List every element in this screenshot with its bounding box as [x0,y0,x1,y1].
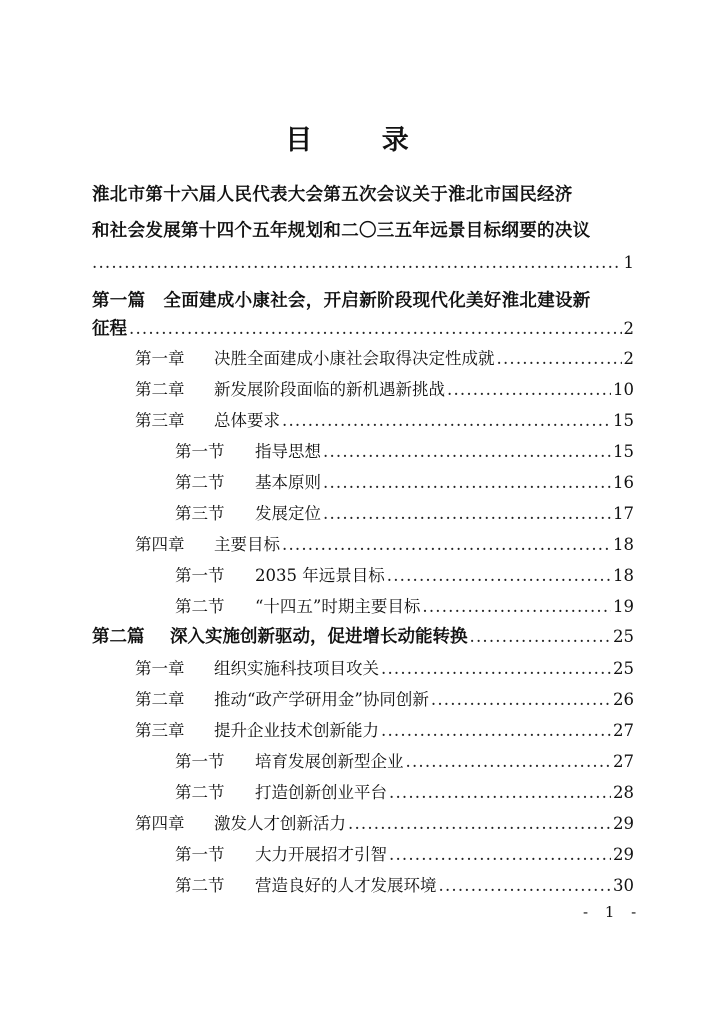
toc-title: 目 录 [285,125,439,156]
part-number: 第一篇 [92,291,146,311]
section-number: 第三节 [175,504,225,523]
toc-entry-part-1[interactable] [92,315,634,339]
page-number: 18 [613,566,634,585]
chapter-number: 第三章 [135,721,185,740]
section-title: 打造创新创业平台 [255,783,387,802]
leader-dots [323,473,611,492]
leader-dots [282,411,611,430]
toc-entry-section[interactable] [175,779,634,803]
toc-entry-section[interactable] [175,469,634,493]
leader-dots [282,535,611,554]
chapter-number: 第二章 [135,380,185,399]
toc-entry-section[interactable] [175,500,634,524]
resolution-title-line-1: 淮北市第十六届人民代表大会第五次会议关于淮北市国民经济 [92,185,573,205]
page-number: 27 [613,752,634,771]
toc-entry-chapter[interactable] [135,810,634,834]
chapter-title: 新发展阶段面临的新机遇新挑战 [214,380,445,399]
leader-dots [439,876,612,895]
page-number: 17 [613,504,634,523]
chapter-title: 主要目标 [214,535,280,554]
page-number: 19 [613,597,634,616]
chapter-number: 第一章 [135,349,185,368]
leader-dots [129,319,622,338]
section-title: 2035 年远景目标 [255,566,385,585]
part-title: 全面建成小康社会，开启新阶段现代化美好淮北建设新 [163,291,591,311]
toc-entry-chapter[interactable] [135,531,634,555]
section-title: “十四五”时期主要目标 [255,597,421,616]
section-number: 第一节 [175,845,225,864]
chapter-title: 决胜全面建成小康社会取得决定性成就 [214,349,495,368]
toc-entry-chapter[interactable] [135,655,634,679]
section-title: 大力开展招才引智 [255,845,387,864]
page-number: 29 [613,845,634,864]
chapter-title: 提升企业技术创新能力 [214,721,379,740]
page-number: 2 [623,319,634,338]
leader-dots [389,845,611,864]
page-number: 10 [613,380,634,399]
chapter-number: 第一章 [135,659,185,678]
section-title: 发展定位 [255,504,321,523]
toc-entry-section[interactable] [175,872,634,896]
toc-entry-chapter[interactable] [135,345,634,369]
toc-entry-chapter[interactable] [135,407,634,431]
section-number: 第二节 [175,473,225,492]
section-number: 第二节 [175,597,225,616]
toc-entry-chapter[interactable] [135,376,634,400]
section-number: 第一节 [175,442,225,461]
chapter-number: 第四章 [135,814,185,833]
resolution-title-line-2: 和社会发展第十四个五年规划和二〇三五年远景目标纲要的决议 [92,221,591,241]
chapter-title: 总体要求 [214,411,280,430]
chapter-title: 推动“政产学研用金”协同创新 [214,690,429,709]
leader-dots [92,253,622,272]
toc-entry-section[interactable] [175,593,634,617]
part-number: 第二篇 [92,627,145,647]
leader-dots [348,814,611,833]
leader-dots [323,442,611,461]
page-footer-number: - 1 - [583,903,643,921]
toc-entry-section[interactable] [175,841,634,865]
page-number: 27 [613,721,634,740]
toc-entry-chapter[interactable] [135,686,634,710]
chapter-number: 第三章 [135,411,185,430]
toc-entry-section[interactable] [175,438,634,462]
leader-dots [323,504,611,523]
chapter-title: 激发人才创新活力 [214,814,346,833]
page-number: 25 [613,659,634,678]
leader-dots [381,721,611,740]
toc-entry-part-2[interactable] [92,623,634,647]
leader-dots [470,627,612,646]
chapter-title: 组织实施科技项目攻关 [214,659,379,678]
section-number: 第二节 [175,876,225,895]
page-number: 16 [613,473,634,492]
section-number: 第一节 [175,566,225,585]
page-number: 15 [613,411,634,430]
toc-entry-resolution[interactable] [92,253,634,277]
section-number: 第二节 [175,783,225,802]
section-title: 营造良好的人才发展环境 [255,876,437,895]
section-title: 指导思想 [255,442,321,461]
toc-entry-section[interactable] [175,748,634,772]
toc-entry-chapter[interactable] [135,717,634,741]
leader-dots [406,752,612,771]
toc-part-1-line-1 [92,287,642,312]
page-number: 25 [613,627,634,646]
part-title-continued: 征程 [92,319,127,339]
toc-entry-section[interactable] [175,562,634,586]
page-number: 26 [613,690,634,709]
section-title: 基本原则 [255,473,321,492]
page-number: 18 [613,535,634,554]
section-title: 培育发展创新型企业 [255,752,404,771]
page-number: 15 [613,442,634,461]
page-number: 2 [623,349,634,368]
section-number: 第一节 [175,752,225,771]
leader-dots [422,597,611,616]
leader-dots [447,380,611,399]
leader-dots [387,566,611,585]
page-number: 28 [613,783,634,802]
chapter-number: 第二章 [135,690,185,709]
chapter-number: 第四章 [135,535,185,554]
page-number: 1 [623,253,634,272]
part-title: 深入实施创新驱动，促进增长动能转换 [170,627,468,647]
leader-dots [497,349,622,368]
page-number: 30 [613,876,634,895]
leader-dots [431,690,611,709]
page-number: 29 [613,814,634,833]
leader-dots [381,659,611,678]
leader-dots [389,783,611,802]
